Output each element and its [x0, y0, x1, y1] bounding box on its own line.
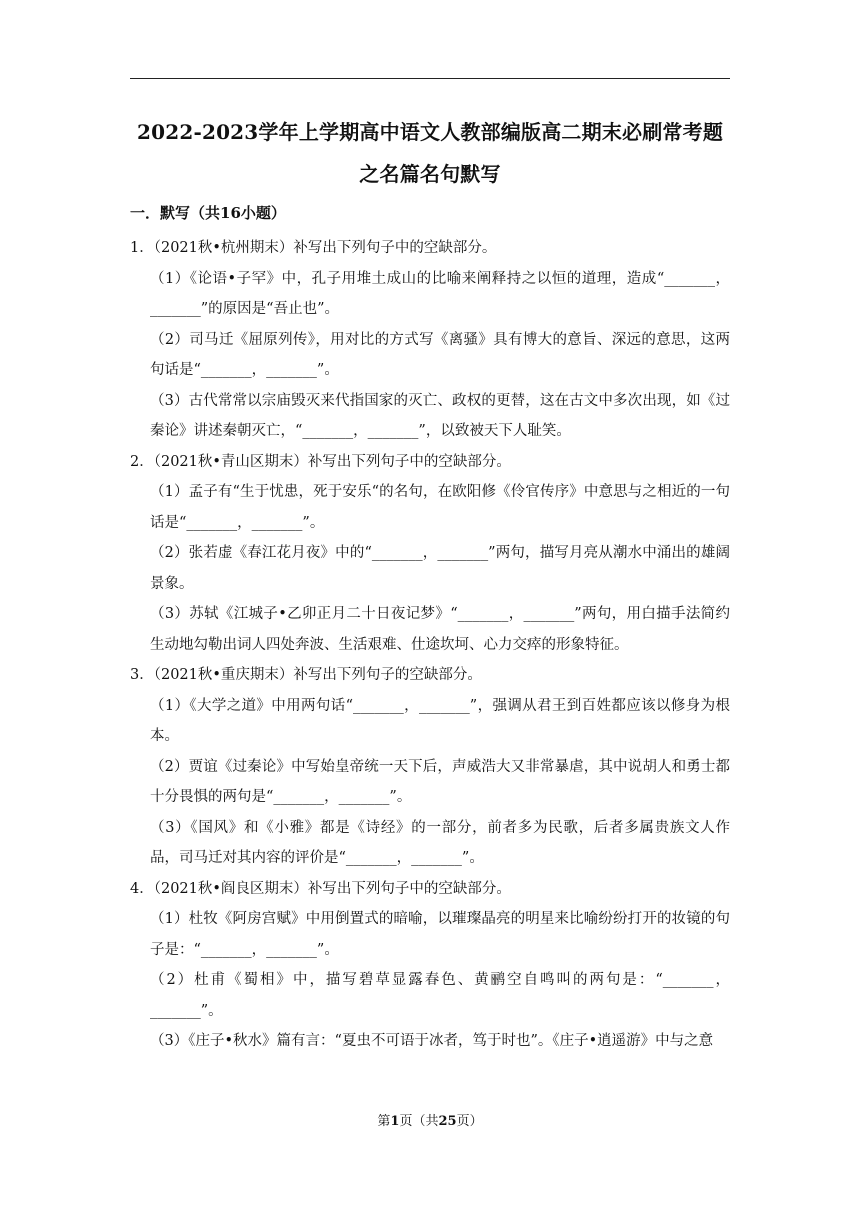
footer-page-number: 1	[390, 1114, 400, 1129]
sub-question: （3）古代常常以宗庙毁灭来代指国家的灭亡、政权的更替，这在古文中多次出现，如《过秦论》讲述秦朝灭亡，“_______，_______”，以致被天下人耻笑。	[150, 392, 730, 439]
header-rule	[130, 78, 730, 79]
sub-question: （1）孟子有“生于忧患，死于安乐“的名句，在欧阳修《伶官传序》中意思与之相近的一句话是“_______，_______”。	[150, 484, 730, 531]
question-stem: 4．（2021秋•阎良区期末）补写出下列句子中的空缺部分。	[130, 880, 511, 897]
document-title-line2: 之名篇名句默写	[359, 162, 501, 186]
question	[130, 447, 730, 661]
sub-question: （2）司马迁《屈原列传》，用对比的方式写《离骚》具有博大的意旨、深远的意思，这两句话是“_______，_______”。	[150, 331, 730, 378]
footer-total-pages: 25	[438, 1114, 457, 1129]
question	[130, 874, 730, 1057]
sub-question: （3）《国风》和《小雅》都是《诗经》的一部分，前者多为民歌，后者多属贵族文人作品，司马迁对其内容的评价是“_______，_______”。	[150, 819, 730, 866]
footer-middle: 页（共	[399, 1114, 439, 1129]
question-stem: 3．（2021秋•重庆期末）补写出下列句子的空缺部分。	[130, 667, 482, 683]
question-stem: 2．（2021秋•青山区期末）补写出下列句子中的空缺部分。	[130, 453, 511, 470]
footer-prefix: 第	[377, 1114, 391, 1129]
document-title-line1: 2022-2023学年上学期高中语文人教部编版高二期末必刷常考题	[136, 120, 724, 144]
sub-question: （2）张若虚《春江花月夜》中的“_______，_______”两句，描写月亮从潮水中涌出的雄阔景象。	[150, 545, 730, 592]
question-list	[130, 233, 730, 1057]
question-stem: 1．（2021秋•杭州期末）补写出下列句子中的空缺部分。	[130, 240, 497, 256]
question	[130, 660, 730, 874]
sub-question: （3）《庄子•秋水》篇有言：“夏虫不可语于冰者，笃于时也”。《庄子•逍遥游》中与之意	[150, 1033, 714, 1049]
footer-suffix: 页）	[456, 1114, 483, 1129]
sub-question: （1）《大学之道》中用两句话“_______，_______”，强调从君王到百姓都应该以修身为根本。	[150, 697, 730, 744]
question	[130, 233, 730, 447]
sub-question: （3）苏轼《江城子•乙卯正月二十日夜记梦》“_______，_______”两句，用白描手法简约生动地勾勒出词人四处奔波、生活艰难、仕途坎坷、心力交瘁的形象特征。	[150, 606, 730, 653]
sub-question: （1）《论语•子罕》中，孔子用堆土成山的比喻来阐释持之以恒的道理，造成“_______，_______”的原因是“吾止也”。	[150, 270, 730, 317]
page-footer	[0, 1110, 860, 1129]
section-heading: 一．默写（共16小题）	[130, 204, 286, 222]
sub-question: （2）贾谊《过秦论》中写始皇帝统一天下后，声威浩大又非常暴虐，其中说胡人和勇士都十分畏惧的两句是“_______，_______”。	[150, 758, 730, 805]
sub-question: （1）杜牧《阿房宫赋》中用倒置式的暗喻，以璀璨晶亮的明星来比喻纷纷打开的妆镜的句子是：“_______，_______”。	[150, 911, 730, 958]
sub-question: （2）杜甫《蜀相》中，描写碧草显露春色、黄鹂空自鸣叫的两句是：“_______，_______”。	[150, 972, 730, 1019]
